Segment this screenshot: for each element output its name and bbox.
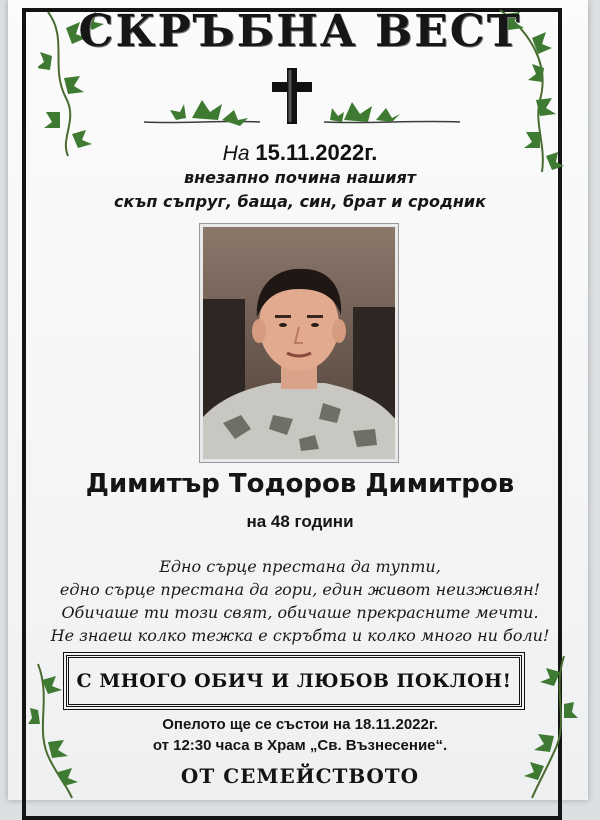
service-line-1: Опелото ще се състои на 18.11.2022г. xyxy=(162,716,438,733)
tribute-banner xyxy=(66,655,522,707)
intro-line-2: скъп съпруг, баща, син, брат и сродник xyxy=(114,192,486,211)
ivy-sprig-right-icon xyxy=(322,90,462,134)
service-line-2: от 12:30 часа в Храм „Св. Възнесение“. xyxy=(152,737,448,754)
tribute-banner-text: С МНОГО ОБИЧ И ЛЮБОВ ПОКЛОН! xyxy=(76,670,512,692)
poem-line-1: Едно сърце престана да тупти, xyxy=(159,557,441,576)
notice-title: СКРЪБНА ВЕСТ xyxy=(78,6,522,57)
deceased-age: на 48 години xyxy=(246,512,354,531)
portrait-image xyxy=(203,227,395,459)
date-prefix: На xyxy=(222,142,250,165)
poem-line-4: Не знаеш колко тежка е скръбта и колко много ни боли! xyxy=(50,626,550,645)
poem-line-3: Обичаше ти този свят, обичаше прекрасните мечти. xyxy=(61,603,539,622)
deceased-name: Димитър Тодоров Димитров xyxy=(85,469,515,499)
portrait-photo xyxy=(200,224,398,462)
poem-line-2: едно сърце престана да гори, един живот неизживян! xyxy=(59,580,541,599)
death-date: 15.11.2022г. xyxy=(255,140,378,165)
intro-line-1: внезапно почина нашият xyxy=(183,168,417,187)
death-date-line xyxy=(0,140,600,166)
ivy-sprig-left-icon xyxy=(142,90,262,134)
cross-icon xyxy=(268,66,316,126)
signoff: ОТ СЕМЕЙСТВОТО xyxy=(180,764,420,788)
